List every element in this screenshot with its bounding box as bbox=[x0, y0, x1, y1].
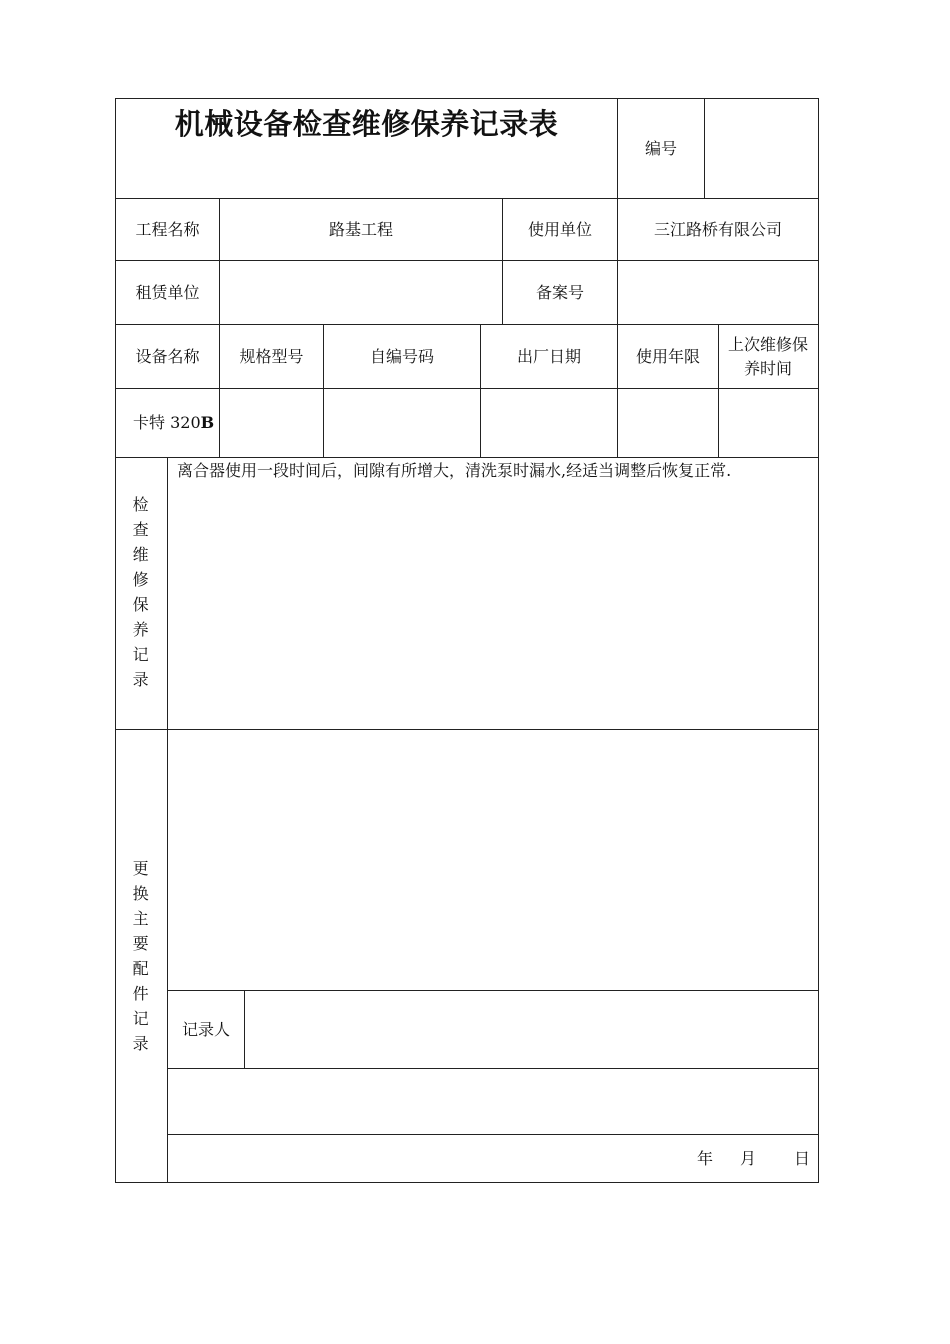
factory-date-header: 出厂日期 bbox=[516, 346, 581, 366]
date-month-label: 月 bbox=[740, 1149, 757, 1168]
equipment-name-value[interactable] bbox=[116, 389, 219, 457]
date-day-label: 日 bbox=[794, 1149, 811, 1168]
lessor-label: 租赁单位 bbox=[135, 282, 200, 302]
parts-replacement-label: 更换主要配件记录 bbox=[132, 859, 149, 1053]
last-maintenance-value[interactable] bbox=[719, 389, 818, 457]
inspection-record-text[interactable]: 离合器使用一段时间后，间隙有所增大，清洗泵时漏水,经适当调整后恢复正常. bbox=[177, 461, 732, 480]
number-label: 编号 bbox=[644, 138, 677, 158]
self-number-header: 自编号码 bbox=[369, 346, 434, 366]
last-maintenance-header: 上次维修保养时间 bbox=[727, 334, 808, 378]
equipment-name-prefix: 卡特 320 bbox=[133, 413, 201, 432]
number-field[interactable] bbox=[705, 99, 818, 198]
parts-replacement-area[interactable] bbox=[168, 730, 818, 990]
filing-number-label: 备案号 bbox=[535, 282, 584, 302]
inspection-record-label: 检查维修保养记录 bbox=[132, 495, 149, 689]
filing-number-field[interactable] bbox=[618, 261, 818, 324]
lessor-field[interactable] bbox=[220, 261, 502, 324]
project-name-label: 工程名称 bbox=[135, 219, 200, 239]
spec-model-value[interactable] bbox=[220, 389, 323, 457]
date-year-label: 年 bbox=[697, 1149, 714, 1168]
equipment-name-header: 设备名称 bbox=[135, 346, 200, 366]
table-border-bottom bbox=[115, 1182, 819, 1183]
factory-date-value[interactable] bbox=[481, 389, 617, 457]
equipment-name-suffix: B bbox=[200, 413, 215, 432]
recorder-field[interactable] bbox=[245, 991, 818, 1068]
user-unit-field[interactable]: 三江路桥有限公司 bbox=[653, 219, 782, 239]
service-life-header: 使用年限 bbox=[635, 346, 700, 366]
self-number-value[interactable] bbox=[324, 389, 480, 457]
date-row[interactable] bbox=[168, 1135, 818, 1182]
project-name-field[interactable]: 路基工程 bbox=[328, 219, 393, 239]
recorder-label: 记录人 bbox=[181, 1019, 230, 1039]
blank-row bbox=[168, 1069, 818, 1134]
user-unit-label: 使用单位 bbox=[527, 219, 592, 239]
row-divider-5 bbox=[115, 457, 819, 458]
spec-model-header: 规格型号 bbox=[239, 346, 304, 366]
service-life-value[interactable] bbox=[618, 389, 718, 457]
form-title: 机械设备检查维修保养记录表 bbox=[174, 107, 559, 141]
